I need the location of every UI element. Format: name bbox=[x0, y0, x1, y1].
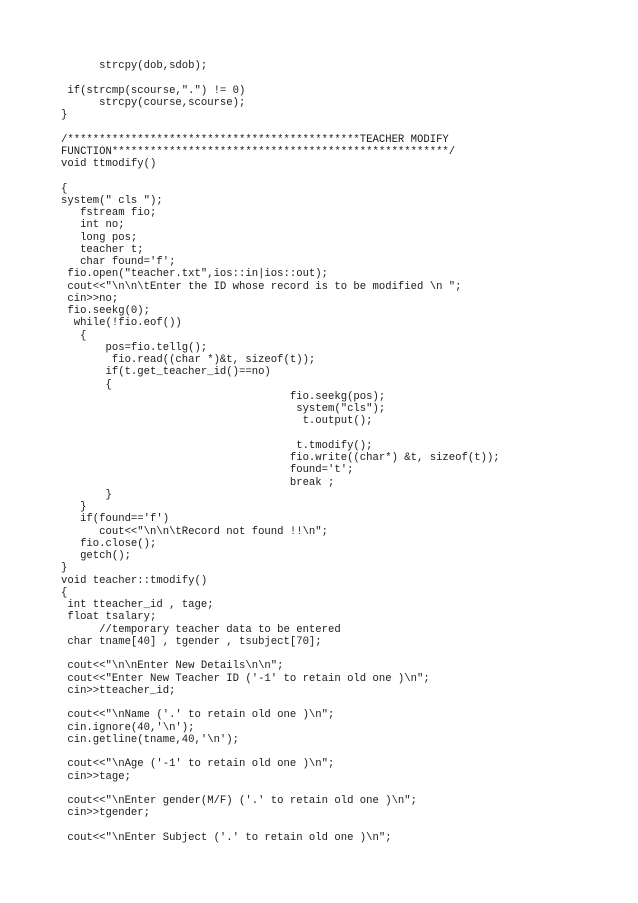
code-line: cout<<"\nAge ('-1' to retain old one )\n"; bbox=[61, 758, 335, 771]
code-line: fio.read((char *)&t, sizeof(t)); bbox=[61, 354, 316, 366]
code-line: { bbox=[61, 182, 68, 195]
code-line: t.output(); bbox=[61, 415, 373, 428]
code-line bbox=[61, 428, 621, 440]
code-line: if(t.get_teacher_id()==no) bbox=[61, 366, 271, 379]
code-line: char found='f'; bbox=[61, 256, 176, 268]
code-line: fio.close(); bbox=[61, 537, 157, 550]
code-line: { bbox=[61, 378, 112, 391]
code-line: cin>>no; bbox=[61, 292, 119, 305]
code-line: cin>>tteacher_id; bbox=[61, 684, 176, 697]
code-line: cin>>tage; bbox=[61, 770, 131, 783]
code-line: cout<<"\n\nEnter New Details\n\n"; bbox=[61, 660, 284, 673]
code-line: long pos; bbox=[61, 231, 138, 244]
code-line: /**********************************************TEACHER MODIFY bbox=[61, 133, 449, 146]
code-line: void teacher::tmodify() bbox=[61, 574, 208, 587]
code-line: cout<<"\n\n\tEnter the ID whose record is to be modified \n "; bbox=[61, 280, 462, 293]
code-line: cin>>tgender; bbox=[61, 807, 151, 820]
code-line: int no; bbox=[61, 219, 125, 232]
code-line: strcpy(course,scourse); bbox=[61, 96, 246, 109]
code-line: pos=fio.tellg(); bbox=[61, 341, 208, 354]
code-line: cin.getline(tname,40,'\n'); bbox=[61, 733, 240, 746]
code-line: if(strcmp(scourse,".") != 0) bbox=[61, 84, 246, 97]
code-line: fio.write((char*) &t, sizeof(t)); bbox=[61, 452, 500, 464]
code-line: { bbox=[61, 329, 87, 342]
code-line: char tname[40] , tgender , tsubject[70]; bbox=[61, 635, 322, 648]
code-line: void ttmodify() bbox=[61, 158, 157, 170]
code-line: } bbox=[61, 109, 68, 121]
code-line: FUNCTION*****************************************************/ bbox=[61, 145, 456, 158]
code-line: fio.seekg(0); bbox=[61, 305, 151, 317]
code-line: cout<<"\nEnter gender(M/F) ('.' to retain old one )\n"; bbox=[61, 795, 418, 807]
code-line bbox=[61, 72, 621, 84]
code-line: int tteacher_id , tage; bbox=[61, 599, 214, 611]
code-line bbox=[61, 648, 621, 660]
code-line: found='t'; bbox=[61, 464, 354, 477]
code-listing bbox=[61, 60, 621, 844]
code-line: cout<<"Enter New Teacher ID ('-1' to retain old one )\n"; bbox=[61, 672, 430, 685]
code-line bbox=[61, 820, 621, 832]
code-line: } bbox=[61, 562, 68, 575]
code-line: { bbox=[61, 586, 68, 599]
code-line: while(!fio.eof()) bbox=[61, 317, 182, 330]
code-line bbox=[61, 783, 621, 795]
code-line: if(found=='f') bbox=[61, 513, 170, 526]
code-line: getch(); bbox=[61, 550, 131, 562]
code-line bbox=[61, 746, 621, 758]
code-line: fio.open("teacher.txt",ios::in|ios::out); bbox=[61, 268, 329, 281]
code-line: system(" cls "); bbox=[61, 194, 163, 207]
code-line: cout<<"\n\n\tRecord not found !!\n"; bbox=[61, 525, 329, 538]
code-line: strcpy(dob,sdob); bbox=[61, 60, 208, 72]
code-line: cout<<"\nName ('.' to retain old one )\n"; bbox=[61, 709, 335, 722]
code-line: //temporary teacher data to be entered bbox=[61, 623, 341, 636]
code-line: teacher t; bbox=[61, 243, 144, 256]
code-line: cout<<"\nEnter Subject ('.' to retain old one )\n"; bbox=[61, 831, 392, 844]
code-line: } bbox=[61, 501, 87, 513]
code-line: break ; bbox=[61, 476, 335, 489]
code-line: t.tmodify(); bbox=[61, 439, 373, 452]
code-line: cin.ignore(40,'\n'); bbox=[61, 721, 195, 734]
code-line: float tsalary; bbox=[61, 611, 157, 624]
code-line bbox=[61, 121, 621, 133]
code-line bbox=[61, 170, 621, 182]
code-line bbox=[61, 697, 621, 709]
code-line: } bbox=[61, 488, 112, 501]
code-line: fstream fio; bbox=[61, 207, 157, 219]
code-line: system("cls"); bbox=[61, 403, 386, 415]
code-line: fio.seekg(pos); bbox=[61, 390, 386, 403]
